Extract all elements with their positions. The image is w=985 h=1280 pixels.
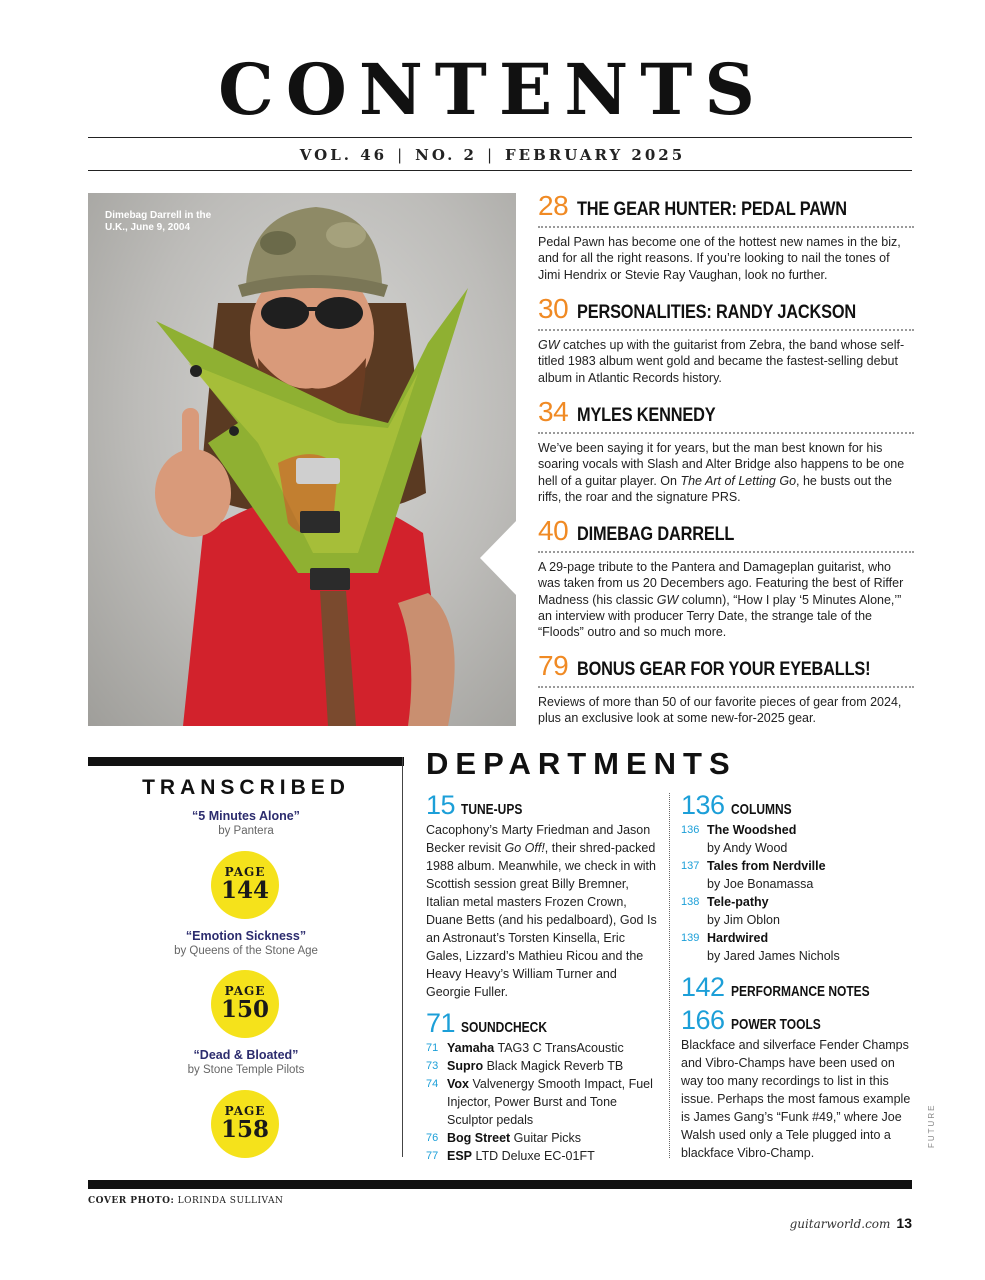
guitar-pickup-neck	[310, 568, 350, 590]
issue-date: FEBRUARY 2025	[505, 146, 686, 164]
feature-myles-kennedy[interactable]	[538, 396, 914, 505]
cover-credit: COVER PHOTO: LORINDA SULLIVAN	[88, 1196, 284, 1206]
page-label: PAGE	[224, 865, 266, 879]
feature-title: BONUS GEAR FOR YOUR EYEBALLS!	[577, 659, 871, 680]
page-badge[interactable]	[211, 970, 279, 1038]
song-artist: by Stone Temple Pilots	[187, 1064, 305, 1076]
song-emotion-sickness[interactable]	[88, 929, 404, 957]
feature-title: MYLES KENNEDY	[577, 405, 716, 426]
section-name: TUNE-UPS	[461, 801, 523, 818]
photo-notch	[480, 520, 517, 596]
cover-photo	[88, 193, 516, 726]
guitar-bridge	[296, 458, 340, 484]
soundcheck-item[interactable]: 73 Supro Black Magick Reverb TB	[426, 1059, 624, 1073]
section-name: COLUMNS	[730, 801, 792, 818]
section-page: 15	[426, 790, 456, 820]
song-title: “5 Minutes Alone”	[192, 809, 300, 823]
departments-right-column	[681, 790, 913, 1162]
departments-divider	[669, 793, 670, 1158]
transcribed-title: TRANSCRIBED	[142, 776, 350, 799]
feature-title: PERSONALITIES: RANDY JACKSON	[577, 302, 857, 323]
page-footer	[790, 1215, 912, 1231]
page-label: PAGE	[224, 1104, 266, 1118]
page-badge[interactable]	[211, 851, 279, 919]
dotted-rule	[538, 329, 914, 331]
magazine-abbrev: GW	[538, 338, 560, 352]
feature-title: DIMEBAG DARRELL	[577, 524, 735, 545]
separator: |	[397, 146, 406, 164]
sunglasses-right	[315, 297, 363, 329]
feature-page: 34	[538, 396, 569, 427]
feature-bonus-gear[interactable]	[538, 650, 914, 727]
column-item[interactable]: 136 The Woodshed by Andy Wood	[681, 823, 797, 855]
dotted-rule	[538, 686, 914, 688]
page-label: PAGE	[224, 984, 266, 998]
separator: |	[486, 146, 496, 164]
volume: VOL. 46	[299, 146, 388, 164]
feature-description: Reviews of more than 50 of our favorite pieces of gear from 2024, plus an exclusive look at some new-for-2025 gear.	[538, 695, 902, 726]
departments-title: DEPARTMENTS	[426, 746, 737, 781]
feature-title: THE GEAR HUNTER: PEDAL PAWN	[577, 199, 847, 220]
site-url[interactable]: guitarworld.com	[789, 1217, 891, 1231]
feature-description: GW catches up with the guitarist from Zebra, the band whose self-titled 1983 album went gold and became the fastest-selling debut album in Atlantic Records history.	[538, 338, 905, 385]
song-artist: by Pantera	[218, 825, 274, 837]
section-description: Blackface and silverface Fender Champs and Vibro-Champs have been used on way too many recordings to list in this issue. Perhaps the most famous example is James Gang’s “Funk #49,” where Joe Walsh used only a Tele plugged into a blackface Vibro-Champ.	[681, 1038, 911, 1160]
dotted-rule	[538, 226, 914, 228]
transcribed-bar	[88, 757, 404, 766]
section-page: 136	[681, 790, 725, 820]
column-item[interactable]: 139 Hardwired by Jared James Nichols	[681, 931, 840, 963]
page-number: 150	[220, 996, 269, 1023]
section-page: 142	[681, 972, 725, 1002]
page-number: 158	[220, 1116, 269, 1143]
song-title: “Emotion Sickness”	[185, 929, 307, 943]
sunglasses-left	[261, 297, 309, 329]
feature-description: Pedal Pawn has become one of the hottest new names in the biz, and for all the right reasons. If you’re looking to nail the tones of Jimi Hendrix or Stevie Ray Vaughan, look no further.	[538, 235, 901, 282]
photo-caption: Dimebag Darrell in the U.K., June 9, 2004	[105, 210, 212, 233]
song-title: “Dead & Bloated”	[193, 1048, 299, 1062]
section-soundcheck[interactable]	[426, 1008, 658, 1039]
page-title: CONTENTS	[218, 48, 767, 131]
column-item[interactable]: 137 Tales from Nerdville by Joe Bonamassa	[681, 859, 826, 891]
song-5-minutes-alone[interactable]	[88, 809, 404, 837]
song-artist: by Queens of the Stone Age	[174, 945, 318, 957]
bottom-bar	[88, 1180, 912, 1189]
section-columns[interactable]	[681, 790, 913, 821]
feature-page: 79	[538, 650, 569, 681]
feature-description: A 29-page tribute to the Pantera and Damageplan guitarist, who was taken from us 20 Decembers ago. Featuring the best of Riffer Madness (his classic GW column), “How I play ‘5 Minutes Alone,’” an interview with producer Terry Date, the strange tale of the “Floods” outro and so much more.	[538, 560, 904, 640]
section-name: POWER TOOLS	[730, 1016, 821, 1033]
soundcheck-item[interactable]: 71 Yamaha TAG3 C TransAcoustic	[426, 1041, 624, 1055]
masthead-rule-bottom	[88, 170, 912, 171]
publisher-mark: FUTURE	[927, 1103, 936, 1148]
page-number: 13	[896, 1215, 912, 1231]
section-page: 166	[681, 1005, 725, 1035]
section-name: SOUNDCHECK	[461, 1019, 548, 1036]
issue-line	[0, 146, 985, 164]
dotted-rule	[538, 551, 914, 553]
dotted-rule	[538, 432, 914, 434]
feature-description: We’ve been saying it for years, but the man best known for his soaring vocals with Slash and Alter Bridge also happens to be one hell of a guitar player. On The Art of Letting Go, he busts out the riffs, the roar and the signature PRS.	[538, 441, 905, 504]
section-description: Cacophony’s Marty Friedman and Jason Becker revisit Go Off!, their shred-packed 1988 album. Meanwhile, we check in with Scottish session great Billy Bremner, Italian metal masters Frozen Crown, Duane Betts (and his pedalboard), God Is an Astronaut’s Torsten Kinsella, Eric Gales, Lizzard’s Mathieu Ricou and the Heavy Heavy’s William Turner and Georgie Fuller.	[426, 823, 657, 999]
feature-page: 40	[538, 515, 569, 546]
issue-number: NO. 2	[415, 146, 477, 164]
feature-dimebag-darrell[interactable]	[538, 515, 914, 640]
masthead-rule-top	[88, 137, 912, 138]
section-name: PERFORMANCE NOTES	[730, 983, 870, 1000]
soundcheck-item[interactable]: 74 Vox Valvenergy Smooth Impact, Fuel Injector, Power Burst and Tone Sculptor pedals	[426, 1077, 653, 1127]
feature-page: 28	[538, 190, 569, 221]
section-page: 71	[426, 1008, 456, 1038]
photo-illustration	[88, 193, 516, 726]
section-performance-notes[interactable]	[681, 972, 913, 1003]
guitar-pickup-bridge	[300, 511, 340, 533]
song-dead-and-bloated[interactable]	[88, 1048, 404, 1076]
page-number: 144	[220, 877, 269, 904]
soundcheck-item[interactable]: 76 Bog Street Guitar Picks	[426, 1131, 582, 1145]
feature-randy-jackson[interactable]	[538, 293, 914, 386]
soundcheck-item[interactable]: 77 ESP LTD Deluxe EC-01FT	[426, 1149, 595, 1163]
departments-left-column	[426, 790, 658, 1165]
page-badge[interactable]	[211, 1090, 279, 1158]
section-tune-ups[interactable]	[426, 790, 658, 821]
column-item[interactable]: 138 Tele-pathy by Jim Oblon	[681, 895, 780, 927]
middle-finger	[182, 408, 199, 468]
feature-page: 30	[538, 293, 569, 324]
section-power-tools[interactable]	[681, 1005, 913, 1036]
feature-pedal-pawn[interactable]	[538, 190, 914, 283]
